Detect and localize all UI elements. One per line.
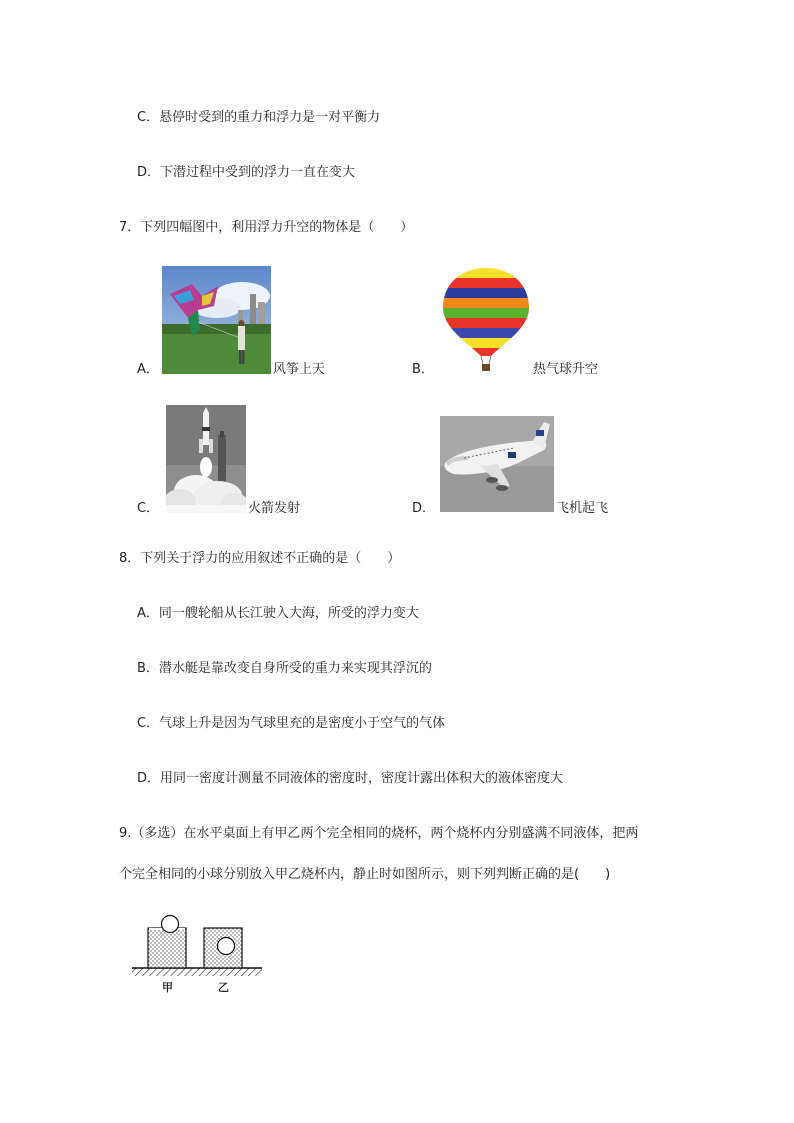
beakers-diagram xyxy=(128,912,268,996)
q7-option-a-letter: A． xyxy=(137,362,159,377)
beaker-label-jia: 甲 xyxy=(162,981,173,994)
q7-option-c-text: 火箭发射 xyxy=(248,501,301,516)
q6-option-d: D．下潜过程中受到的浮力一直在变大 xyxy=(137,165,356,180)
q8-option-c: C．气球上升是因为气球里充的是密度小于空气的气体 xyxy=(137,716,446,731)
q6-option-c: C．悬停时受到的重力和浮力是一对平衡力 xyxy=(137,110,381,125)
q9-stem-line-1: 9.（多选）在水平桌面上有甲乙两个完全相同的烧杯，两个烧杯内分别盛满不同液体，把两 xyxy=(119,826,639,841)
q8-option-b: B．潜水艇是靠改变自身所受的重力来实现其浮沉的 xyxy=(137,661,432,676)
hot-air-balloon-photo xyxy=(441,266,531,374)
beaker-label-yi: 乙 xyxy=(218,981,229,994)
q7-stem: 7．下列四幅图中，利用浮力升空的物体是（ ） xyxy=(119,220,414,235)
q7-option-a-text: 风筝上天 xyxy=(273,362,326,377)
q8-option-d: D．用同一密度计测量不同液体的密度时，密度计露出体积大的液体密度大 xyxy=(137,771,564,786)
rocket-photo xyxy=(166,405,246,513)
q7-option-d-text: 飞机起飞 xyxy=(556,501,609,516)
q7-option-b-text: 热气球升空 xyxy=(533,362,599,377)
q9-stem-line-2: 个完全相同的小球分别放入甲乙烧杯内，静止时如图所示，则下列判断正确的是( ) xyxy=(119,867,611,882)
q8-option-a: A．同一艘轮船从长江驶入大海，所受的浮力变大 xyxy=(137,606,419,621)
q7-option-d-letter: D． xyxy=(412,501,436,516)
kite-photo xyxy=(162,266,271,374)
q7-option-b-letter: B． xyxy=(412,362,434,377)
airplane-photo xyxy=(440,416,554,512)
q7-option-c-letter: C． xyxy=(137,501,160,516)
q8-stem: 8．下列关于浮力的应用叙述不正确的是（ ） xyxy=(119,551,401,566)
